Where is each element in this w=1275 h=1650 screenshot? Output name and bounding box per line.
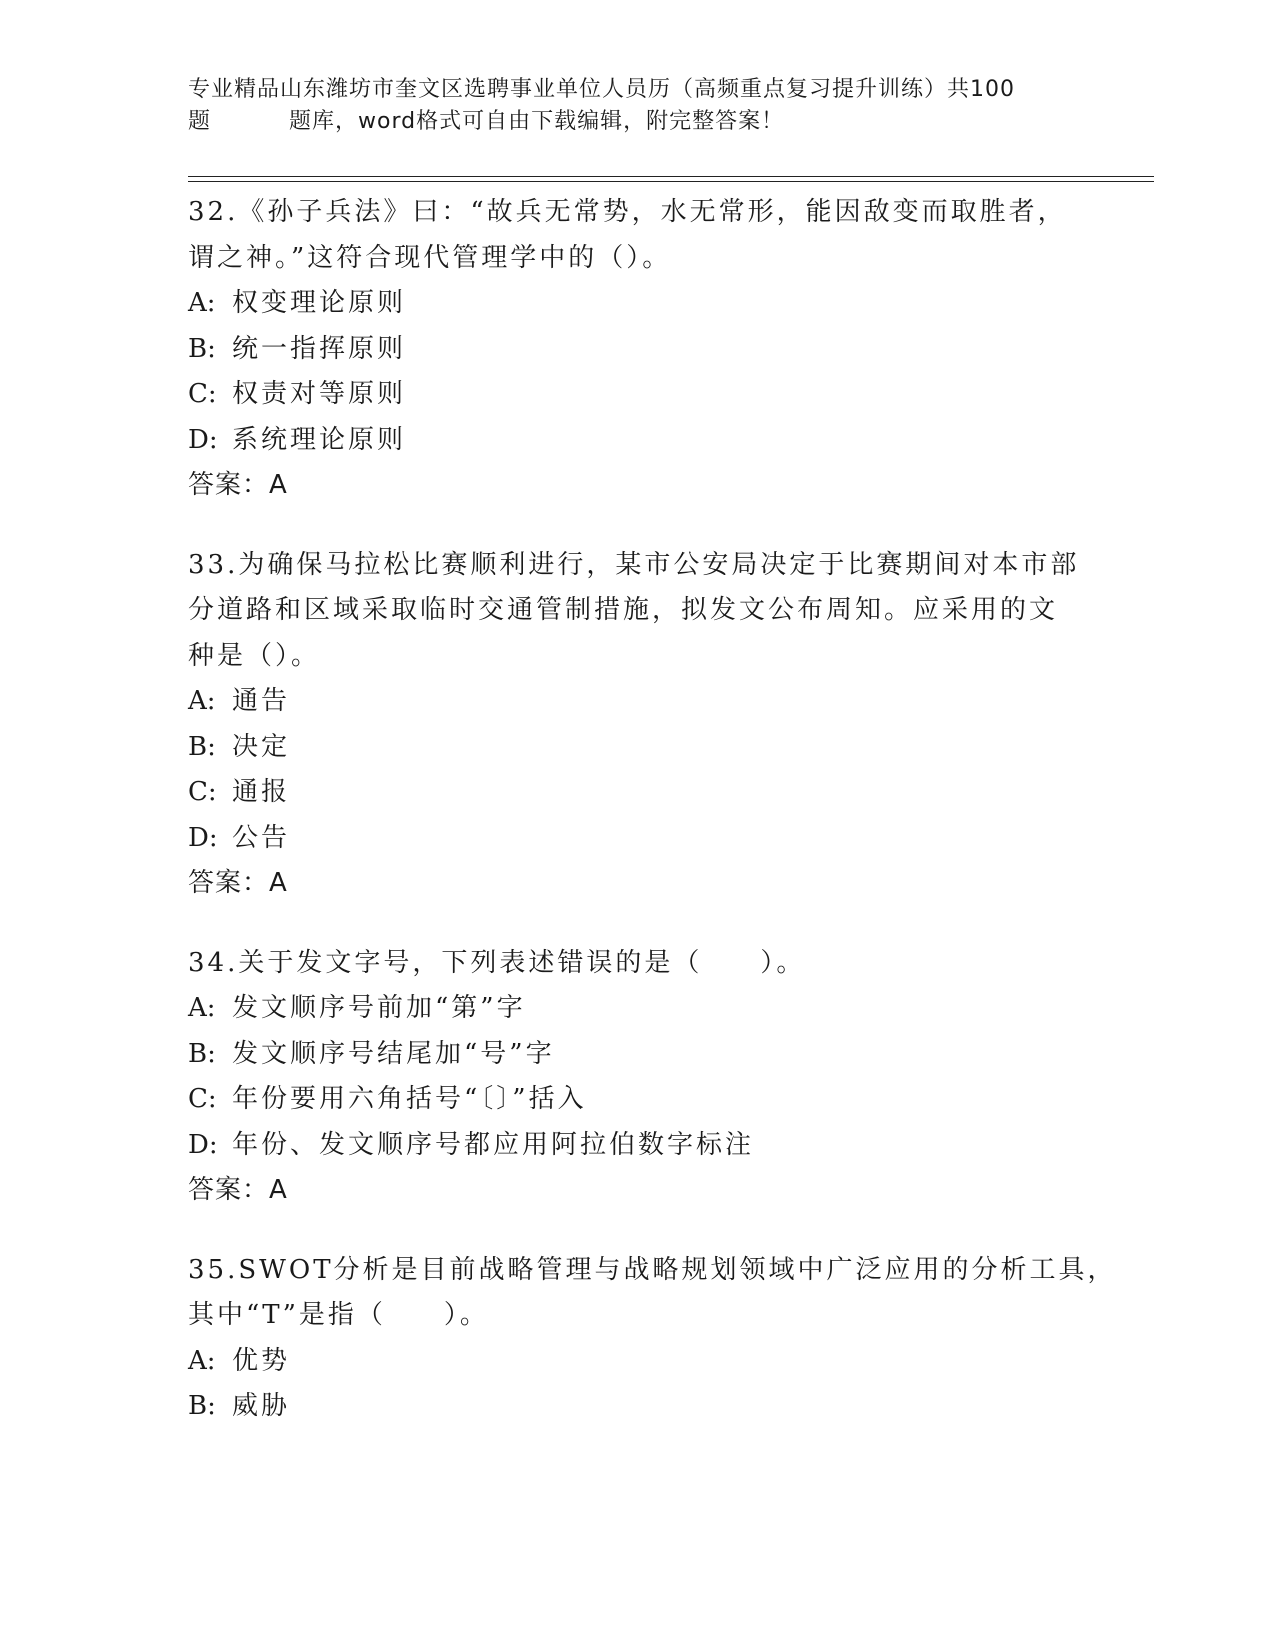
option-a <box>188 281 1088 327</box>
option-letter: A: <box>188 686 216 716</box>
header-divider-bottom <box>188 181 1154 182</box>
option-text: 权变理论原则 <box>232 288 407 318</box>
option-text: 发文顺序号结尾加“号”字 <box>232 1038 555 1069</box>
option-letter: C: <box>188 1084 217 1114</box>
question-text-line: 其中“T”是指（ ）。 <box>188 1300 489 1330</box>
question-text-line: 33.为确保马拉松比赛顺利进行，某市公安局决定于比赛期间对本市部 <box>188 549 1080 580</box>
option-b <box>188 1384 1088 1430</box>
option-d <box>188 816 1088 862</box>
question-34 <box>188 941 1088 1214</box>
header-subtitle-tail: 题库，word格式可自由下载编辑，附完整答案！ <box>289 109 785 134</box>
option-letter: B: <box>188 731 216 762</box>
answer-line: 答案：A <box>188 470 288 500</box>
question-text-line: 种是（）。 <box>188 640 321 671</box>
option-c <box>188 1077 1088 1123</box>
option-letter: D: <box>188 1129 218 1160</box>
option-text: 发文顺序号前加“第”字 <box>232 993 526 1023</box>
option-b <box>188 327 1088 373</box>
option-a <box>188 986 1088 1032</box>
question-32 <box>188 190 1088 509</box>
option-d <box>188 1123 1088 1169</box>
option-d <box>188 418 1088 464</box>
question-33 <box>188 543 1088 907</box>
option-text: 统一指挥原则 <box>232 333 407 364</box>
question-list <box>188 190 1117 1464</box>
option-a <box>188 1339 1088 1385</box>
option-letter: A: <box>188 1345 216 1376</box>
header-subtitle-head: 题 <box>188 109 212 134</box>
option-letter: B: <box>188 1391 216 1421</box>
option-c <box>188 770 1088 816</box>
option-text: 优势 <box>232 1345 291 1376</box>
option-letter: B: <box>188 333 216 364</box>
option-letter: B: <box>188 1038 216 1069</box>
option-letter: A: <box>188 993 216 1023</box>
question-text-line: 分道路和区域采取临时交通管制措施，拟发文公布周知。应采用的文 <box>188 595 1059 625</box>
option-a <box>188 679 1088 725</box>
question-text-line: 34.关于发文字号，下列表述错误的是（ ）。 <box>188 947 806 978</box>
header-title-line: 专业精品山东潍坊市奎文区选聘事业单位人员历（高频重点复习提升训练）共100 <box>188 77 1015 102</box>
question-text-line: 谓之神。”这符合现代管理学中的（）。 <box>188 242 672 273</box>
question-text-line: 32.《孙子兵法》曰：“故兵无常势，水无常形，能因敌变而取胜者， <box>188 197 1067 227</box>
option-text: 年份、发文顺序号都应用阿拉伯数字标注 <box>232 1129 755 1160</box>
header-subtitle-line <box>188 106 1088 138</box>
option-text: 公告 <box>232 822 291 853</box>
option-letter: A: <box>188 288 216 318</box>
option-text: 通报 <box>232 777 291 807</box>
answer-line: 答案：A <box>188 1175 288 1205</box>
option-c <box>188 372 1088 418</box>
option-text: 系统理论原则 <box>232 424 407 455</box>
option-b <box>188 1032 1088 1078</box>
option-b <box>188 725 1088 771</box>
option-letter: D: <box>188 424 218 455</box>
option-letter: D: <box>188 822 218 853</box>
question-35 <box>188 1248 1117 1430</box>
header-divider-top <box>188 176 1154 177</box>
option-letter: C: <box>188 379 217 409</box>
answer-line: 答案：A <box>188 868 288 898</box>
option-text: 威胁 <box>232 1391 291 1421</box>
option-text: 通告 <box>232 686 291 716</box>
document-header <box>188 74 1088 138</box>
question-text-line: 35.SWOT分析是目前战略管理与战略规划领域中广泛应用的分析工具， <box>188 1254 1117 1285</box>
option-text: 年份要用六角括号“〔〕”括入 <box>232 1084 587 1114</box>
option-text: 决定 <box>232 731 291 762</box>
option-letter: C: <box>188 777 217 807</box>
option-text: 权责对等原则 <box>232 379 407 409</box>
